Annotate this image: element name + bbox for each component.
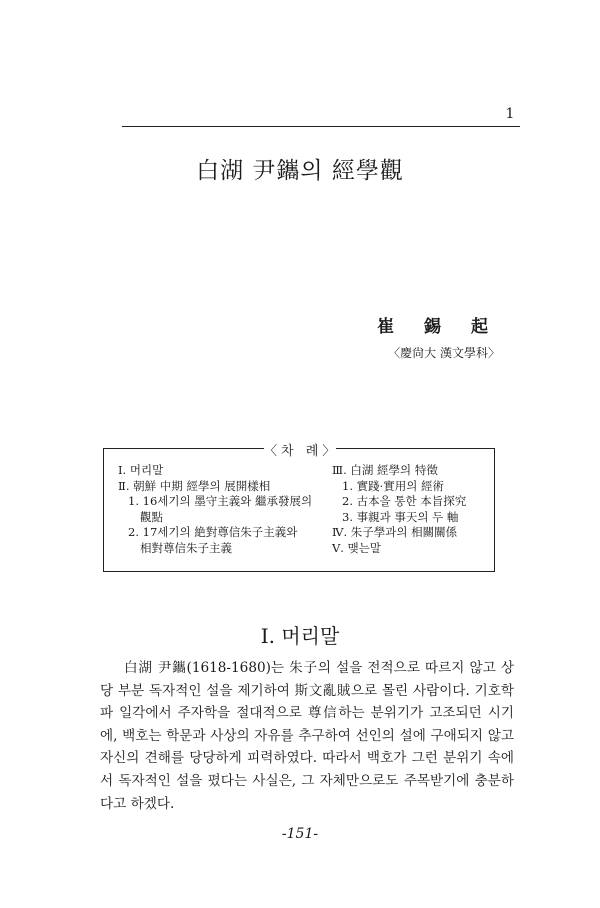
toc-item: 相對尊信朱子主義 — [140, 540, 232, 555]
toc-item: Ⅱ. 朝鮮 中期 經學의 展開樣相 — [118, 478, 271, 493]
table-of-contents — [103, 444, 495, 572]
toc-item: 1. 實踐·實用의 經術 — [342, 478, 445, 493]
body-paragraph: 白湖 尹鑴(1618-1680)는 朱子의 설을 전적으로 따르지 않고 상당 부분 독자적인 설을 제기하여 斯文亂賊으로 몰린 사람이다. 기호학파 일각에서 주자학을 절대적으로 尊信하는 분위기가 고조되던 시기에, 백호는 학문과 사상의 자유를 추구하여 선인의 설에 구애되지 않고 자신의 견해를 당당하게 피력하였다. 따라서 백호가 그런 분위기 속에서 독자적인 설을 폈다는 사실은, 그 자체만으로도 주목받기에 충분하다고 하겠다. — [100, 660, 514, 812]
toc-item: Ⅰ. 머리말 — [118, 463, 164, 477]
author-affiliation: 〈慶尙大 漢文學科〉 — [388, 346, 500, 360]
toc-right-column — [332, 463, 492, 556]
page-number: -151- — [281, 826, 319, 842]
toc-item: 觀點 — [140, 509, 163, 524]
body-text — [100, 657, 514, 815]
toc-item: 1. 16세기의 墨守主義와 繼承發展의 — [128, 494, 313, 508]
toc-item: 2. 古本을 통한 本旨探究 — [342, 494, 467, 508]
article-title: 白湖 尹鑴의 經學觀 — [196, 158, 404, 184]
toc-heading: 〈차 례〉 — [264, 440, 336, 459]
toc-item: 3. 事親과 事天의 두 軸 — [342, 509, 459, 524]
toc-left-column — [118, 463, 318, 556]
toc-item: Ⅴ. 맺는말 — [332, 540, 381, 555]
section-heading: Ⅰ. 머리말 — [260, 624, 340, 648]
header-rule — [122, 126, 520, 127]
chapter-number: 1 — [505, 106, 515, 122]
toc-item: Ⅲ. 白湖 經學의 特徵 — [332, 463, 438, 477]
toc-item: 2. 17세기의 絶對尊信朱子主義와 — [128, 525, 298, 539]
author-name: 崔 錫 起 — [377, 317, 500, 337]
toc-item: Ⅳ. 朱子學과의 相關關係 — [332, 525, 458, 539]
